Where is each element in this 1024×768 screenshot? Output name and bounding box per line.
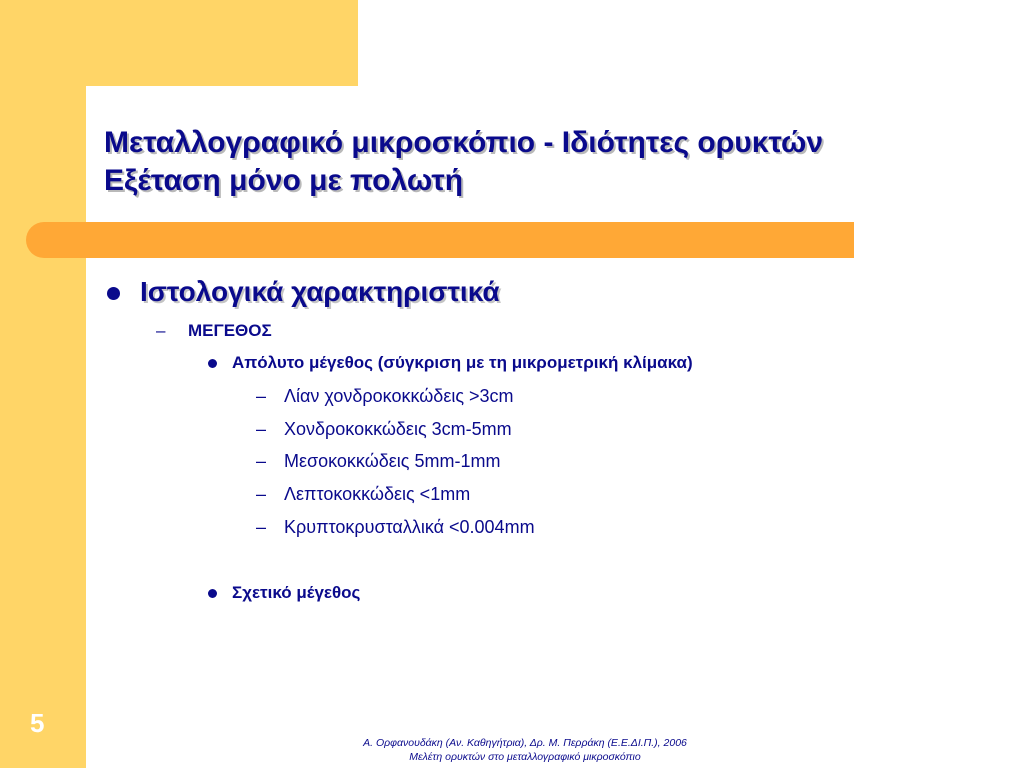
footer-course-title: Μελέτη ορυκτών στο μεταλλογραφικό μικροσκόπιο xyxy=(409,751,641,763)
bullet-dot-icon xyxy=(208,589,217,598)
footer-authors: Α. Ορφανουδάκη (Αν. Καθηγήτρια), Δρ. Μ. Περράκη (Ε.Ε.ΔΙ.Π.), 2006 xyxy=(363,737,687,749)
dash-marker-icon: – xyxy=(256,451,267,471)
list-item xyxy=(256,386,514,407)
bullet-level3-relative-size xyxy=(232,583,360,603)
bullet-text: Σχετικό μέγεθος xyxy=(232,583,361,602)
bullet-text: Απόλυτο μέγεθος (σύγκριση με τη μικρομετρική κλίμακα) xyxy=(232,353,693,372)
bullet-text: ΜΕΓΕΘΟΣ xyxy=(188,321,272,340)
list-item-text: Λίαν χονδροκοκκώδεις >3cm xyxy=(284,386,514,406)
list-item xyxy=(256,451,501,472)
slide-title-line-1: Μεταλλογραφικό μικροσκόπιο - Ιδιότητες ορυκτών xyxy=(104,126,824,159)
bullet-level2-size xyxy=(156,321,272,341)
list-item-text: Κρυπτοκρυσταλλικά <0.004mm xyxy=(284,517,535,537)
list-item xyxy=(256,517,535,538)
dash-marker-icon: – xyxy=(256,386,267,406)
bullet-dot-icon xyxy=(208,359,217,368)
dash-marker-icon: – xyxy=(256,419,267,439)
list-item xyxy=(256,484,471,505)
bullet-level3-absolute-size xyxy=(232,353,693,373)
bullet-level1-histological xyxy=(140,276,500,308)
dash-marker-icon: – xyxy=(256,484,267,504)
footer xyxy=(330,736,720,764)
list-item xyxy=(256,419,512,440)
list-item-text: Μεσοκοκκώδεις 5mm-1mm xyxy=(284,451,501,471)
dash-marker-icon: – xyxy=(156,321,166,340)
slide-number: 5 xyxy=(30,708,45,738)
bullet-dot-icon xyxy=(107,287,120,300)
slide-title-line-2: Εξέταση μόνο με πολωτή xyxy=(104,164,464,197)
dash-marker-icon: – xyxy=(256,517,267,537)
bullet-text: Ιστολογικά χαρακτηριστικά xyxy=(140,276,500,307)
list-item-text: Λεπτοκοκκώδεις <1mm xyxy=(284,484,471,504)
list-item-text: Χονδροκοκκώδεις 3cm-5mm xyxy=(284,419,512,439)
